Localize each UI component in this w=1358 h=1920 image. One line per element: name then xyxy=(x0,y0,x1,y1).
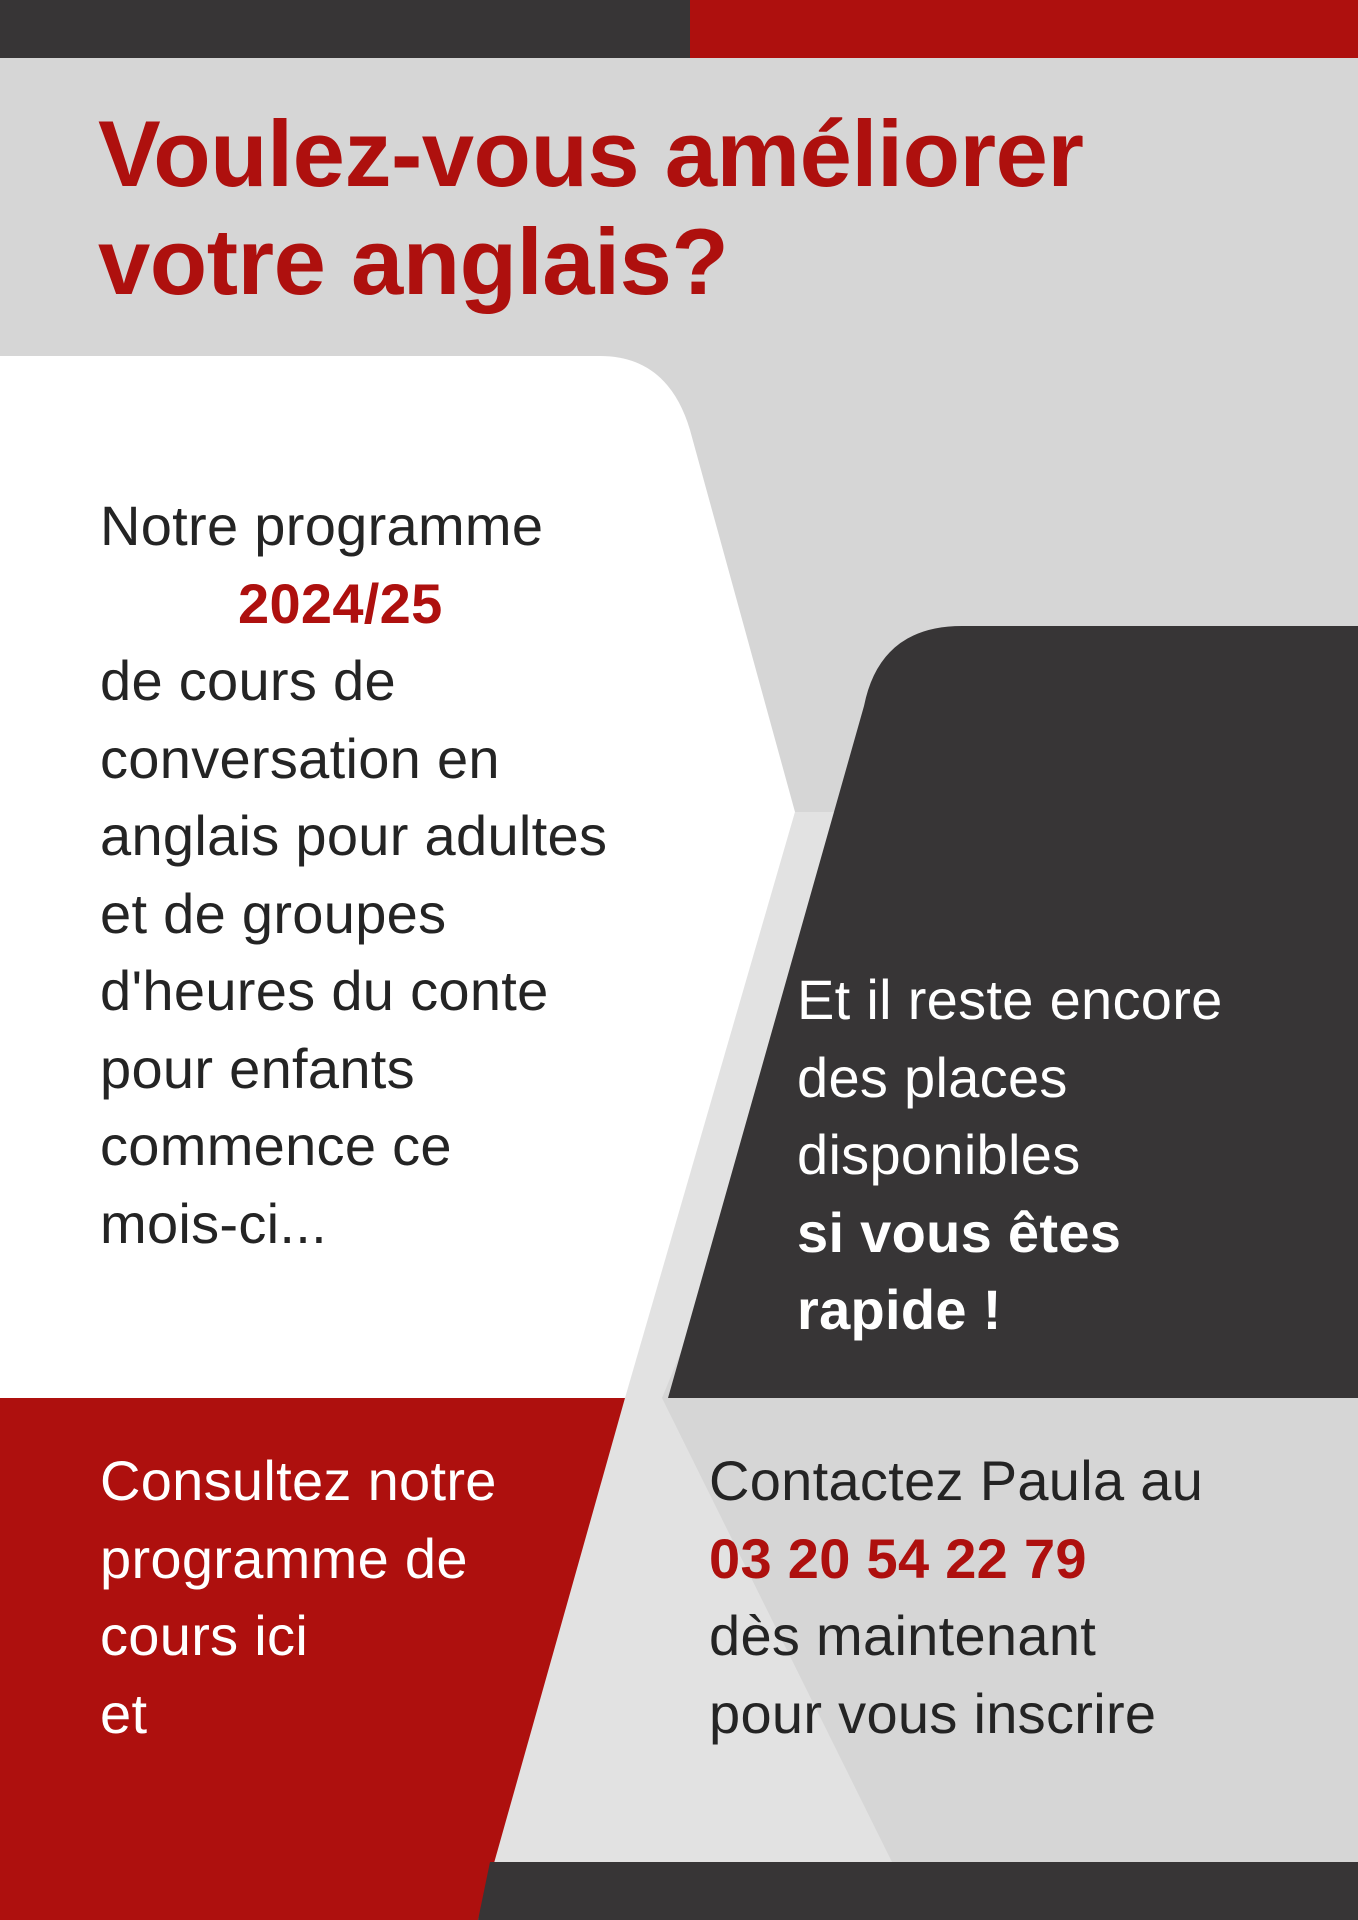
program-line: mois-ci... xyxy=(100,1191,327,1255)
contact-text-block xyxy=(709,1442,1329,1752)
contact-line: Contactez Paula au xyxy=(709,1449,1204,1512)
program-intro: Notre programme xyxy=(100,494,544,557)
contact-line: pour vous inscrire xyxy=(709,1681,1157,1745)
top-bar-red xyxy=(690,0,1358,58)
program-line: pour enfants xyxy=(100,1036,415,1100)
bottom-bar-dark xyxy=(478,1862,1358,1920)
program-line: anglais pour adultes xyxy=(100,804,608,867)
places-line: disponibles xyxy=(797,1123,1081,1186)
program-line: et de groupes xyxy=(100,881,447,945)
page-title xyxy=(98,100,1298,316)
consult-line: programme de xyxy=(100,1526,468,1590)
places-text-block xyxy=(797,961,1337,1349)
program-year: 2024/25 xyxy=(238,571,443,635)
places-emphasis-line: rapide ! xyxy=(797,1278,1002,1341)
contact-phone: 03 20 54 22 79 xyxy=(709,1526,1087,1590)
consult-line: cours ici xyxy=(100,1604,309,1667)
contact-line: dès maintenant xyxy=(709,1604,1097,1667)
places-emphasis-line: si vous êtes xyxy=(797,1200,1122,1264)
title-line-2: votre anglais? xyxy=(98,209,729,314)
title-line-1: Voulez-vous améliorer xyxy=(98,101,1084,206)
places-line: Et il reste encore xyxy=(797,968,1223,1031)
places-line: des places xyxy=(797,1045,1068,1109)
consult-text-block xyxy=(100,1442,620,1752)
consult-line: et xyxy=(100,1681,148,1745)
program-text-block xyxy=(100,487,740,1262)
consult-line: Consultez notre xyxy=(100,1449,497,1512)
program-line: d'heures du conte xyxy=(100,959,549,1022)
program-line: commence ce xyxy=(100,1114,452,1177)
program-line: conversation en xyxy=(100,726,500,790)
top-bar-dark xyxy=(0,0,690,58)
program-line: de cours de xyxy=(100,649,396,712)
